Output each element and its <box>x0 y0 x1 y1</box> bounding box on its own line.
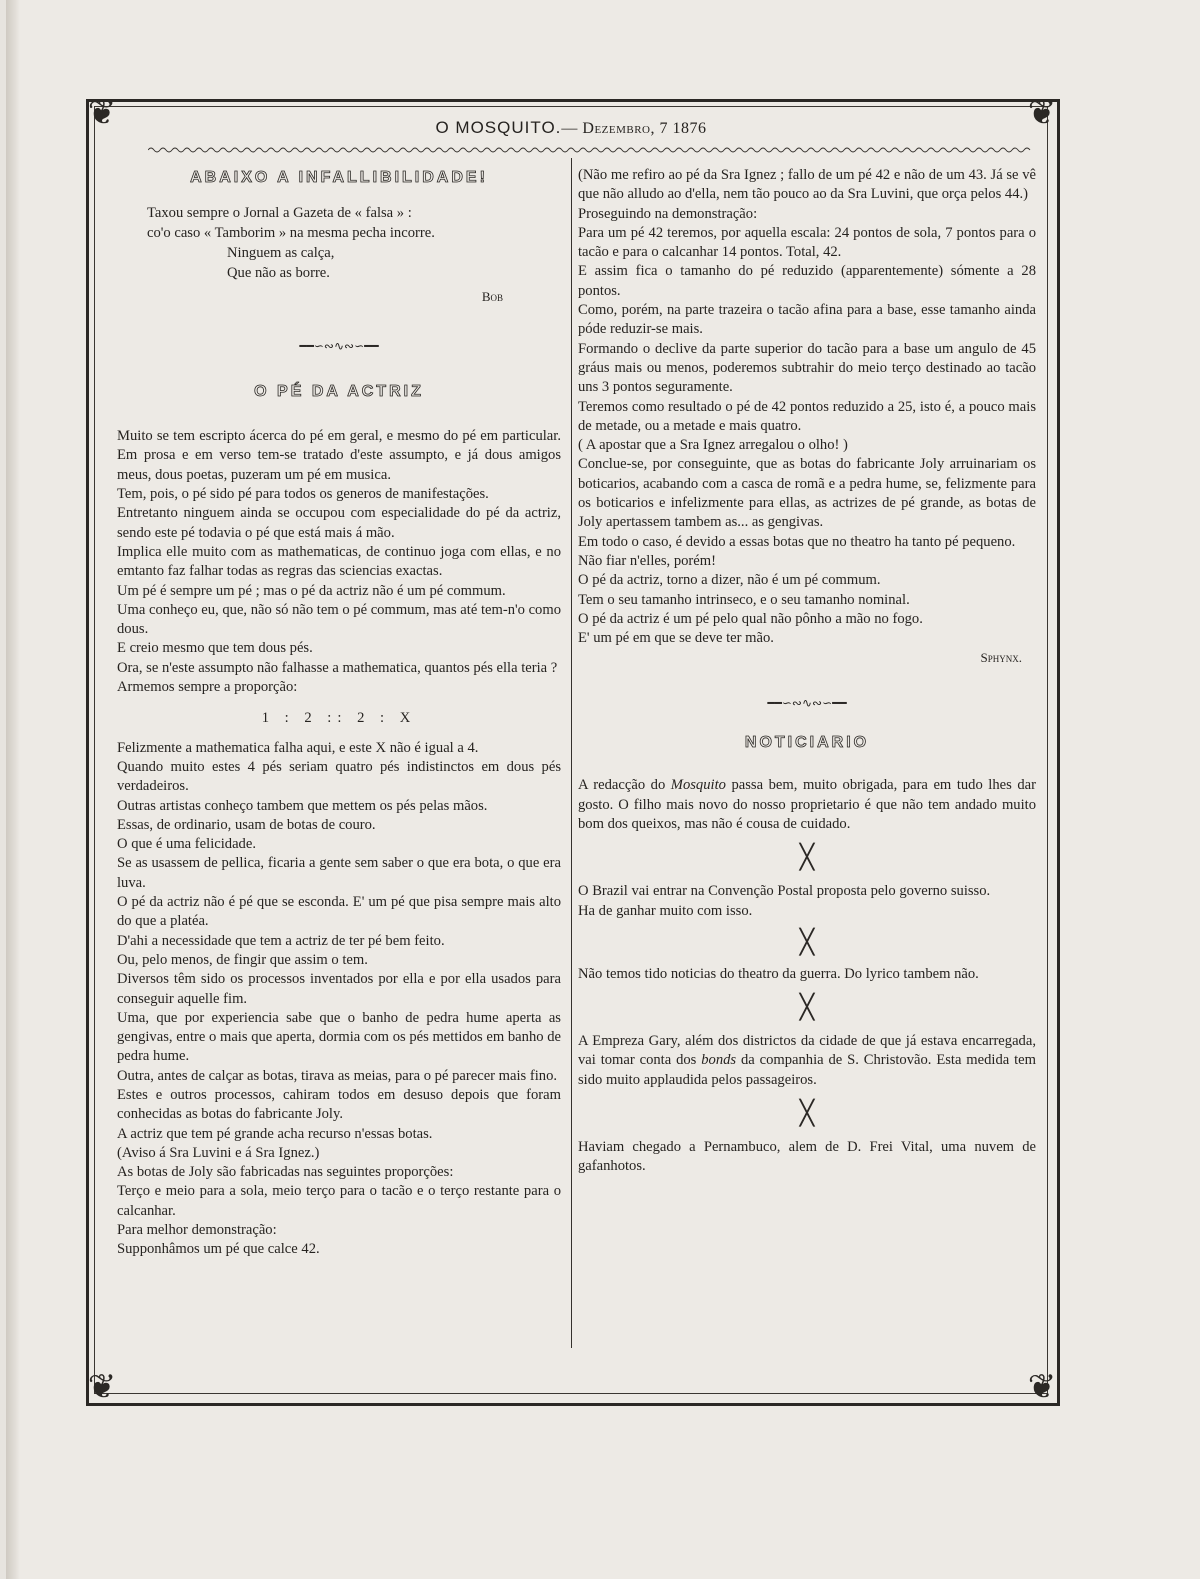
paragraph: A actriz que tem pé grande acha recurso n'essas botas. <box>117 1125 433 1142</box>
poem-line: Ninguem as calça, <box>227 245 335 262</box>
ornamental-separator: ━━∽∾∿∾∽━━ <box>299 338 379 353</box>
column-divider <box>571 158 572 1348</box>
paragraph: Felizmente a mathematica falha aqui, e este X não é igual a 4. <box>117 739 479 756</box>
paragraph: O pé da actriz não é pé que se esconda. E' um pé que pisa sempre mais alto do que a platéa. <box>117 894 561 930</box>
paragraph: Estes e outros processos, cahiram todos em desuso depois que foram conhecidas as botas do fabricante Joly. <box>117 1086 561 1123</box>
paragraph: Tem, pois, o pé sido pé para todos os generos de manifestações. <box>117 486 489 503</box>
paragraph: Outras artistas conheço tambem que mettem os pés pelas mãos. <box>117 797 488 814</box>
paragraph: Conclue-se, por conseguinte, que as botas do fabricante Joly arruinariam os boticarios, acabando com a casca de romã e a pedra hume, se, felizmente para os boticarios e infelizmente para ellas, as actrizes de pé grande, as botas de Joly apertassem tambem as... as gengivas. <box>578 456 1036 531</box>
news-item: A redacção do Mosquito passa bem, muito obrigada, para em tudo lhes dar gosto. O filho mais novo do nosso proprietario é que não tem andado muito bom dos queixos, mas não é cousa de cuidado. <box>578 777 1036 832</box>
paragraph: Muito se tem escripto ácerca do pé em geral, e mesmo do pé em particular. Em prosa e em verso tem-se tratado d'este assumpto, e já dous amigos meus, dous poetas, puzeram um pé em musica. <box>117 428 561 483</box>
paragraph: Para um pé 42 teremos, por aquella escala: 24 pontos de sola, 7 pontos para o tacão e para o calcanhar 14 pontos. Total, 42. <box>578 224 1036 261</box>
paragraph: Proseguindo na demonstração: <box>578 205 758 222</box>
news-item: Não temos tido noticias do theatro da guerra. Do lyrico tambem não. <box>578 965 979 982</box>
paragraph: Ora, se n'este assumpto não falhasse a mathematica, quantos pés ella teria ? <box>117 659 558 676</box>
news-item: Ha de ganhar muito com isso. <box>578 902 753 919</box>
paragraph: Como, porém, na parte trazeira o tacão afina para a base, esse tamanho ainda póde reduzir-se mais. <box>578 302 1036 338</box>
corner-ornament-icon: ❦ <box>87 1369 117 1406</box>
paragraph: O pé da actriz, torno a dizer, não é um pé commum. <box>578 572 881 589</box>
paragraph: D'ahi a necessidade que tem a actriz de ter pé bem feito. <box>117 932 445 949</box>
x-separator-icon: ╳ <box>799 929 815 956</box>
poem <box>117 203 561 283</box>
paragraph: (Não me refiro ao pé da Sra Ignez ; fallo de um pé 42 e não de um 43. Já se vê que não alludo ao d'ella, nem tão pouco ao da Sra Luvini, que orça pelos 44.) <box>578 167 1036 203</box>
paragraph: Em todo o caso, é devido a essas botas que no theatro ha tanto pé pequeno. <box>578 533 1016 550</box>
page-edge-shadow <box>6 0 20 1579</box>
paragraph: Supponhâmos um pé que calce 42. <box>117 1241 320 1258</box>
paragraph: Formando o declive da parte superior do tacão para a base um angulo de 45 gráus mais ou menos, poderemos subtrahir do meio terço destinado ao tacão uns 3 pontos seguramente. <box>578 340 1036 396</box>
left-column <box>117 166 561 1260</box>
newspaper-page <box>6 0 1200 1579</box>
paragraph: Outra, antes de calçar as botas, tirava as meias, para o pé parecer mais fino. <box>117 1067 558 1084</box>
poem-line: Que não as borre. <box>227 265 330 282</box>
x-separator-icon: ╳ <box>799 995 815 1022</box>
issue-date: — Dezembro, 7 1876 <box>561 120 707 137</box>
paragraph: Ou, pelo menos, de fingir que assim o tem. <box>117 951 368 968</box>
paragraph: Entretanto ninguem ainda se occupou com especialidade do pé da actriz, sendo este pé todavia o pé que está mais á mão. <box>117 505 561 541</box>
paragraph: Para melhor demonstração: <box>117 1222 277 1239</box>
wavy-rule <box>148 146 1046 154</box>
poem-line: co'o caso « Tamborim » na mesma pecha incorre. <box>147 225 435 242</box>
paragraph: Armemos sempre a proporção: <box>117 679 298 696</box>
paragraph: (Aviso á Sra Luvini e á Sra Ignez.) <box>117 1144 320 1161</box>
paragraph: Implica elle muito com as mathematicas, de continuo joga com ellas, e no emtanto faz falhar todas as regras das sciencias exactas. <box>117 543 561 580</box>
paragraph: Não fiar n'elles, porém! <box>578 552 716 569</box>
paragraph: Teremos como resultado o pé de 42 pontos reduzido a 25, isto é, a pouco mais de metade, ou a metade e mais quatro. <box>578 398 1036 434</box>
paragraph: Terço e meio para a sola, meio terço para o tacão e o terço restante para o calcanhar. <box>117 1183 561 1219</box>
article-body <box>117 427 561 1259</box>
news-item: O Brazil vai entrar na Convenção Postal proposta pelo governo suisso. <box>578 883 991 900</box>
x-separator-icon: ╳ <box>799 1100 815 1127</box>
news-item: A Empreza Gary, além dos districtos da cidade de que já estava encarregada, vai tomar conta dos bonds da companhia de S. Christovão. Esta medida tem sido muito applaudida pelos passageiros. <box>578 1033 1037 1088</box>
paragraph: Essas, de ordinario, usam de botas de couro. <box>117 816 376 833</box>
proportion-formula: 1 : 2 :: 2 : X <box>261 710 417 727</box>
paragraph: Se as usassem de pellica, ficaria a gente sem saber o que era bota, o que era luva. <box>117 855 561 891</box>
x-separator-icon: ╳ <box>799 845 815 872</box>
section-title-noticiario: NOTICIARIO <box>744 734 870 752</box>
paragraph: Tem o seu tamanho intrinseco, e o seu tamanho nominal. <box>578 591 910 608</box>
paragraph: E' um pé em que se deve ter mão. <box>578 630 774 647</box>
news-item: Haviam chegado a Pernambuco, alem de D. Frei Vital, uma nuvem de gafanhotos. <box>578 1138 1036 1175</box>
corner-ornament-icon: ❦ <box>1027 95 1057 132</box>
corner-ornament-icon: ❦ <box>87 95 117 132</box>
ornamental-separator: ━━∽∾∿∾∽━━ <box>767 695 847 710</box>
section-title-pe-da-actriz: O PÉ DA ACTRIZ <box>254 382 424 400</box>
paragraph: O pé da actriz é um pé pelo qual não pônho a mão no fogo. <box>578 610 923 627</box>
paragraph: ( A apostar que a Sra Ignez arregalou o olho! ) <box>578 437 848 454</box>
paragraph: As botas de Joly são fabricadas nas seguintes proporções: <box>117 1164 454 1181</box>
page-header <box>106 118 1036 146</box>
signature-bob: Bob <box>481 289 503 305</box>
paragraph: Um pé é sempre um pé ; mas o pé da actriz não é um pé commum. <box>117 582 506 599</box>
section-title-infallibilidade: ABAIXO A INFALLIBILIDADE! <box>190 169 488 186</box>
signature-sphynx: Sphynx. <box>980 650 1022 666</box>
corner-ornament-icon: ❦ <box>1027 1369 1057 1406</box>
poem-line: Taxou sempre o Jornal a Gazeta de « falsa » : <box>147 205 412 222</box>
paragraph: Quando muito estes 4 pés seriam quatro pés indistinctos em dous pés verdadeiros. <box>117 758 561 795</box>
paragraph: Uma, que por experiencia sabe que o banho de pedra hume aperta as gengivas, entre o mais que aperta, dormia com os pés mettidos em banho de pedra hume. <box>117 1009 561 1065</box>
paragraph: Diversos têm sido os processos inventados por ella e por ella usados para conseguir aquelle fim. <box>117 971 561 1007</box>
paragraph: O que é uma felicidade. <box>117 836 256 853</box>
paragraph: Uma conheço eu, que, não só não tem o pé commum, mas até tem-n'o como dous. <box>117 601 561 638</box>
paragraph: E assim fica o tamanho do pé reduzido (apparentemente) sómente a 28 pontos. <box>578 263 1036 299</box>
masthead: O MOSQUITO. <box>435 118 562 137</box>
right-column <box>578 166 1036 1177</box>
paragraph: E creio mesmo que tem dous pés. <box>117 640 313 657</box>
